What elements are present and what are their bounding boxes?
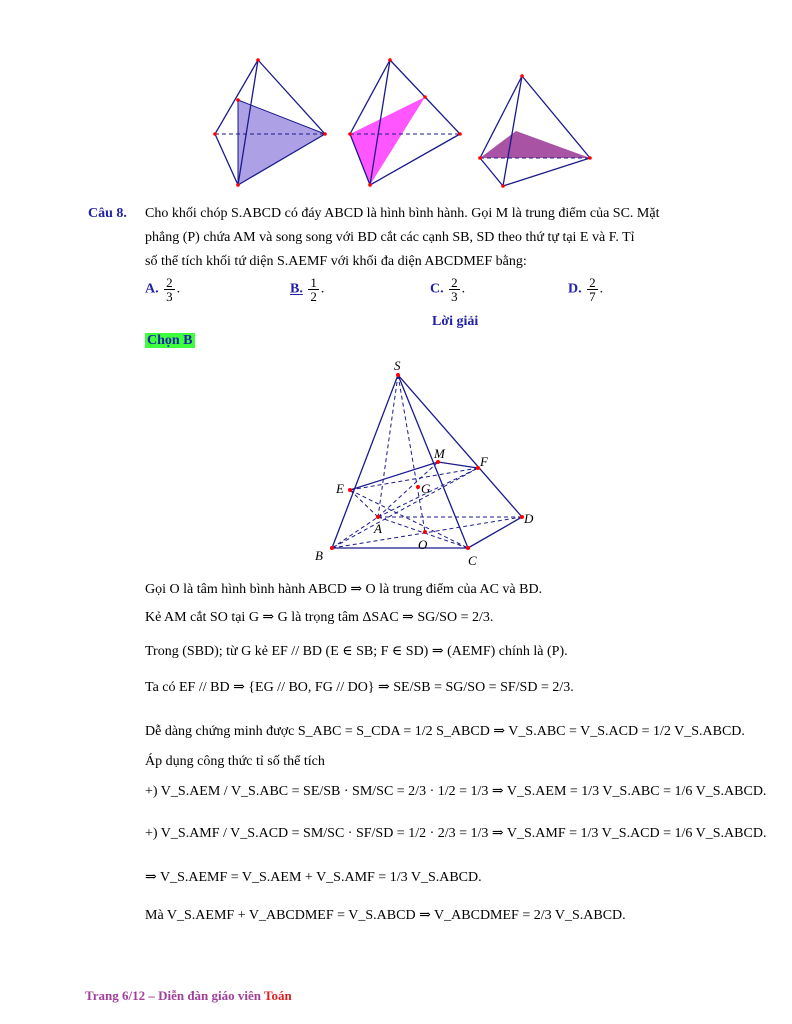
label-o: O [418, 537, 428, 552]
solution-heading: Lời giải [432, 314, 479, 329]
label-a: A [374, 521, 382, 536]
option-a-den: 3 [166, 289, 173, 304]
option-c-num: 2 [451, 275, 458, 290]
option-a-num: 2 [166, 275, 173, 290]
option-a-letter: A. [145, 281, 159, 297]
label-e: E [336, 481, 344, 496]
label-g: G [421, 481, 431, 496]
tetrahedron-3 [478, 74, 592, 188]
option-a[interactable]: A. $\frac{2}{3}$ . [145, 275, 181, 304]
option-c-den: 3 [451, 289, 458, 304]
option-d[interactable]: D. $\frac{2}{7}$ . [568, 275, 604, 304]
solution-line-9: ⇒ V_S.AEMF = V_S.AEM + V_S.AMF = 1/3 V_S.ABCD. [145, 870, 482, 885]
option-d-num: 2 [589, 275, 596, 290]
label-c: C [468, 553, 477, 568]
footer-page: Trang 6/12 [85, 988, 146, 1003]
pyramid-figure [300, 355, 550, 570]
solution-line-2: Kẻ AM cắt SO tại G ⇒ G là trọng tâm ΔSAC ⇒ SG/SO = 2/3. [145, 610, 494, 625]
option-b-den: 2 [310, 289, 317, 304]
tetrahedron-1 [213, 58, 327, 187]
label-f: F [480, 454, 488, 469]
top-tetrahedra-figure [200, 50, 610, 195]
footer-subject: Toán [264, 988, 292, 1003]
label-s: S [394, 358, 401, 373]
tetrahedron-2 [348, 58, 462, 187]
answer-badge-wrap [145, 331, 195, 351]
option-d-den: 7 [589, 289, 596, 304]
question-line-1: Cho khối chóp S.ABCD có đáy ABCD là hình bình hành. Gọi M là trung điểm của SC. Mặt [145, 206, 660, 221]
question-line-3: số thể tích khối tứ diện S.AEMF với khối đa diện ABCDMEF bằng: [145, 254, 527, 269]
solution-line-5: Dễ dàng chứng minh được S_ABC = S_CDA = 1/2 S_ABCD ⇒ V_S.ABC = V_S.ACD = 1/2 V_S.ABCD. [145, 724, 745, 739]
label-b: B [315, 548, 323, 563]
solution-line-7: +) V_S.AEM / V_S.ABC = SE/SB · SM/SC = 2/3 · 1/2 = 1/3 ⇒ V_S.AEM = 1/3 V_S.ABC = 1/6 V_S.ABCD. [145, 784, 767, 799]
solution-line-6: Áp dụng công thức tỉ số thể tích [145, 754, 325, 769]
solution-line-8: +) V_S.AMF / V_S.ACD = SM/SC · SF/SD = 1/2 · 2/3 = 1/3 ⇒ V_S.AMF = 1/3 V_S.ACD = 1/6 V_S.ABCD. [145, 826, 767, 841]
question-line-2: phẳng (P) chứa AM và song song với BD cắt các cạnh SB, SD theo thứ tự tại E và F. Tỉ [145, 230, 635, 245]
option-d-letter: D. [568, 281, 582, 297]
option-c[interactable]: C. $\frac{2}{3}$ . [430, 275, 466, 304]
answer-badge: Chọn B [147, 333, 193, 348]
option-b[interactable]: B. $\frac{1}{2}$ . [290, 275, 325, 304]
solution-line-10: Mà V_S.AEMF + V_ABCDMEF = V_S.ABCD ⇒ V_ABCDMEF = 2/3 V_S.ABCD. [145, 908, 626, 923]
solution-line-3: Trong (SBD); từ G kẻ EF // BD (E ∈ SB; F ∈ SD) ⇒ (AEMF) chính là (P). [145, 644, 568, 659]
option-c-letter: C. [430, 281, 444, 297]
label-m: M [434, 446, 445, 461]
option-b-letter: B. [290, 281, 303, 297]
question-label: Câu 8. [88, 206, 127, 221]
footer-forum: Diễn đàn giáo viên [158, 988, 265, 1003]
footer [85, 988, 292, 1004]
footer-sep: – [145, 988, 159, 1003]
solution-line-4: Ta có EF // BD ⇒ {EG // BO, FG // DO} ⇒ SE/SB = SG/SO = SF/SD = 2/3. [145, 680, 574, 695]
option-b-num: 1 [310, 275, 317, 290]
label-d: D [524, 511, 534, 526]
solution-line-1: Gọi O là tâm hình bình hành ABCD ⇒ O là trung điểm của AC và BD. [145, 582, 543, 597]
